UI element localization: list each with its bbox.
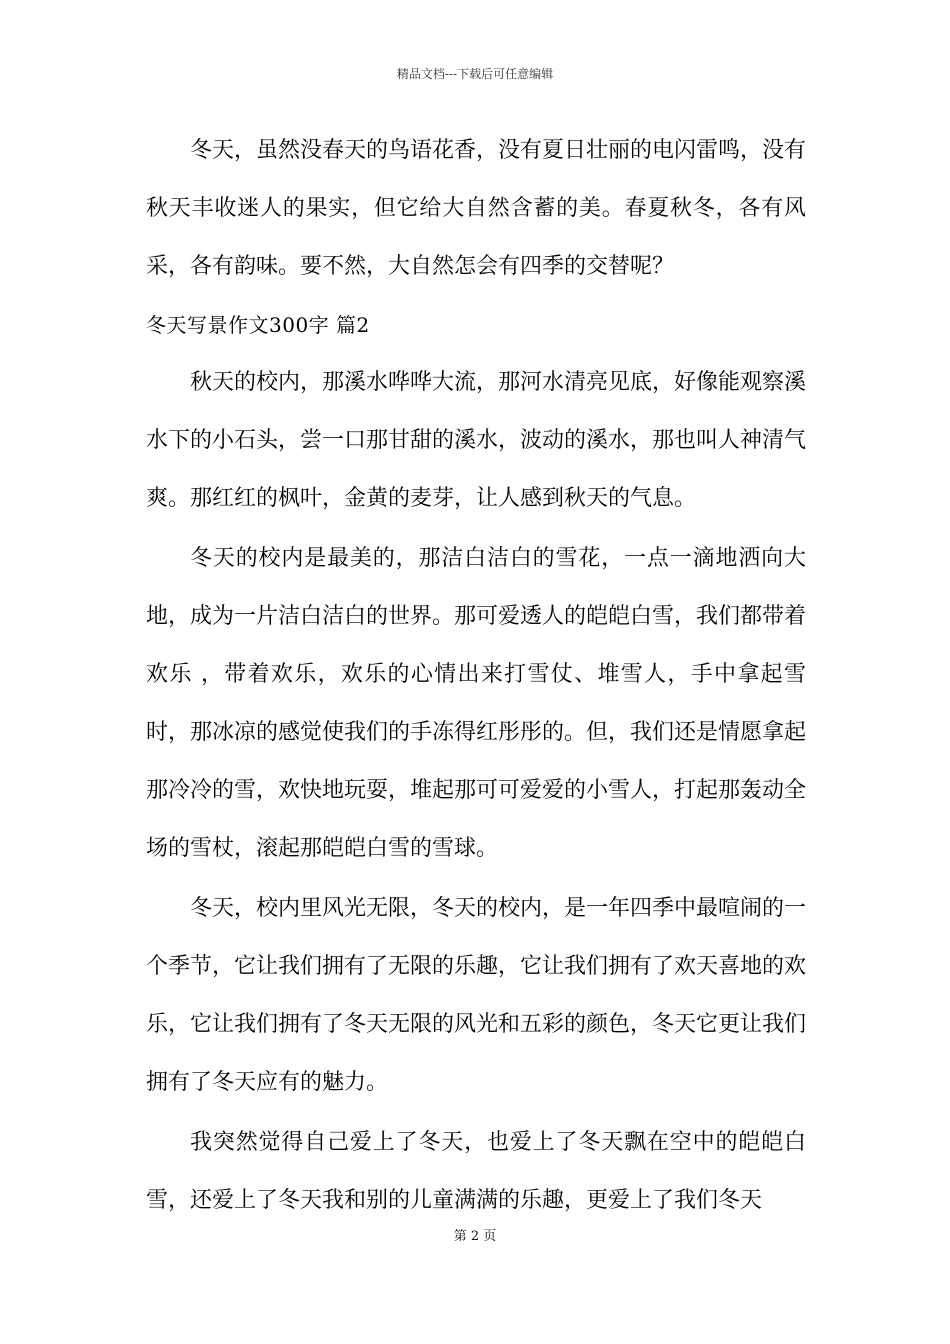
essay-heading: 冬天写景作文300字 篇2 xyxy=(146,313,370,337)
paragraph-love-winter: 我突然觉得自己爱上了冬天，也爱上了冬天飘在空中的皑皑白雪，还爱上了冬天我和别的儿童满满的乐趣，更爱上了我们冬天 xyxy=(146,1130,806,1213)
paragraph-winter-scenery: 冬天，校内里风光无限，冬天的校内，是一年四季中最喧闹的一个季节，它让我们拥有了无限的乐趣，它让我们拥有了欢天喜地的欢乐，它让我们拥有了冬天无限的风光和五彩的颜色，冬天它更让我们拥有了冬天应有的魅力。 xyxy=(146,896,807,1095)
page-number: 第 2 页 xyxy=(453,1229,497,1244)
paragraph-winter-beauty: 冬天，虽然没春天的鸟语花香，没有夏日壮丽的电闪雷鸣，没有秋天丰收迷人的果实，但它给大自然含蓄的美。春夏秋冬，各有风采，各有韵味。要不然，大自然怎会有四季的交替呢？ xyxy=(146,138,807,279)
paragraph-autumn-campus: 秋天的校内，那溪水哗哗大流，那河水清亮见底，好像能观察溪水下的小石头，尝一口那甘甜的溪水，波动的溪水，那也叫人神清气爽。那红红的枫叶，金黄的麦芽，让人感到秋天的气息。 xyxy=(146,370,807,511)
paragraph-winter-campus: 冬天的校内是最美的，那洁白洁白的雪花，一点一滴地洒向大地，成为一片洁白洁白的世界。那可爱透人的皑皑白雪，我们都带着欢乐 ，带着欢乐，欢乐的心情出来打雪仗、堆雪人，手中拿起雪时，那冰凉的感觉使我们的手冻得红彤彤的。但，我们还是情愿拿起那冷冷的雪，欢快地玩耍，堆起那可可爱爱的小雪人，打起那轰动全场的雪杖，滚起那皑皑白雪的雪球。 xyxy=(146,546,807,861)
document-body xyxy=(146,122,806,1230)
page-header: 精品文档---下载后可任意编辑 xyxy=(396,67,554,81)
